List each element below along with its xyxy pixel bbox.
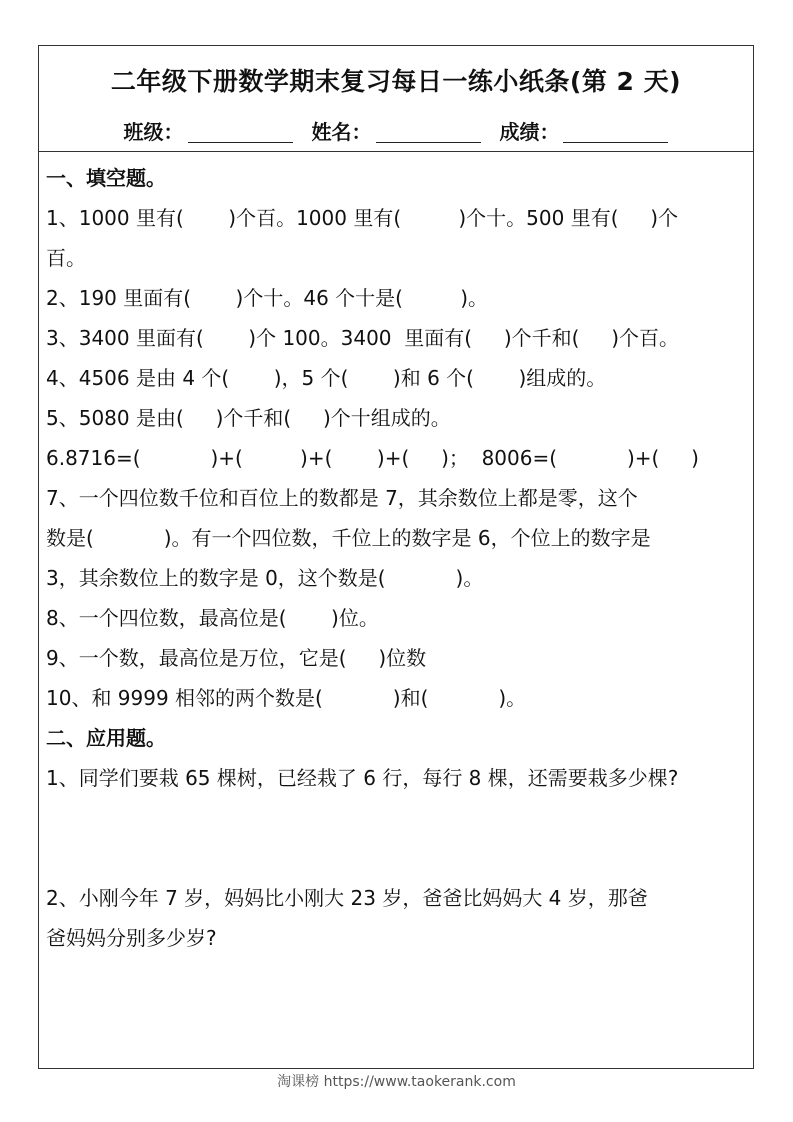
answer-space-1[interactable] [46,798,753,878]
question-line: 1、1000 里有( )个百。1000 里有( )个十。500 里有( )个 [46,206,679,230]
question-line: 4、4506 是由 4 个( )，5 个( )和 6 个( )组成的。 [46,366,607,390]
class-field [124,116,293,145]
question-line: 5、5080 是由( )个千和( )个十组成的。 [46,406,451,430]
question-line: 8、一个四位数，最高位是( )位。 [46,606,379,630]
score-label: 成绩： [499,120,560,144]
question-line: 6.8716=( )+( )+( )+( )； 8006=( )+( ) [46,446,699,470]
section-title-application: 二、应用题。 [46,726,166,750]
score-field [499,116,668,145]
section-title-fill-blank: 一、填空题。 [46,166,166,190]
name-blank[interactable] [376,122,481,143]
worksheet [38,45,754,1069]
name-label: 姓名： [311,120,372,144]
class-blank[interactable] [188,122,293,143]
question-line: 2、190 里面有( )个十。46 个十是( )。 [46,286,488,310]
question-line: 9、一个数，最高位是万位，它是( )位数 [46,646,427,670]
footer-watermark: 淘课榜 https://www.taokerank.com [277,1074,516,1090]
student-info-fields [39,116,753,145]
question-line: 3，其余数位上的数字是 0，这个数是( )。 [46,566,484,590]
application-question-2-line-2: 爸妈妈分别多少岁? [46,926,217,950]
score-blank[interactable] [563,122,668,143]
question-line: 数是( )。有一个四位数，千位上的数字是 6，个位上的数字是 [46,526,651,550]
question-line: 10、和 9999 相邻的两个数是( )和( )。 [46,686,527,710]
name-field [312,116,481,145]
question-line: 3、3400 里面有( )个 100。3400 里面有( )个千和( )个百。 [46,326,680,350]
question-line: 百。 [46,246,86,270]
application-question-2-line-1: 2、小刚今年 7 岁，妈妈比小刚大 23 岁，爸爸比妈妈大 4 岁，那爸 [46,886,648,910]
page-title: 二年级下册数学期末复习每日一练小纸条(第 2 天) [110,67,682,96]
worksheet-content [39,152,753,958]
question-line: 7、一个四位数千位和百位上的数都是 7，其余数位上都是零，这个 [46,486,638,510]
worksheet-header [39,46,753,152]
class-label: 班级： [123,120,184,144]
application-question-1: 1、同学们要栽 65 棵树，已经栽了 6 行，每行 8 棵，还需要栽多少棵? [46,766,679,790]
